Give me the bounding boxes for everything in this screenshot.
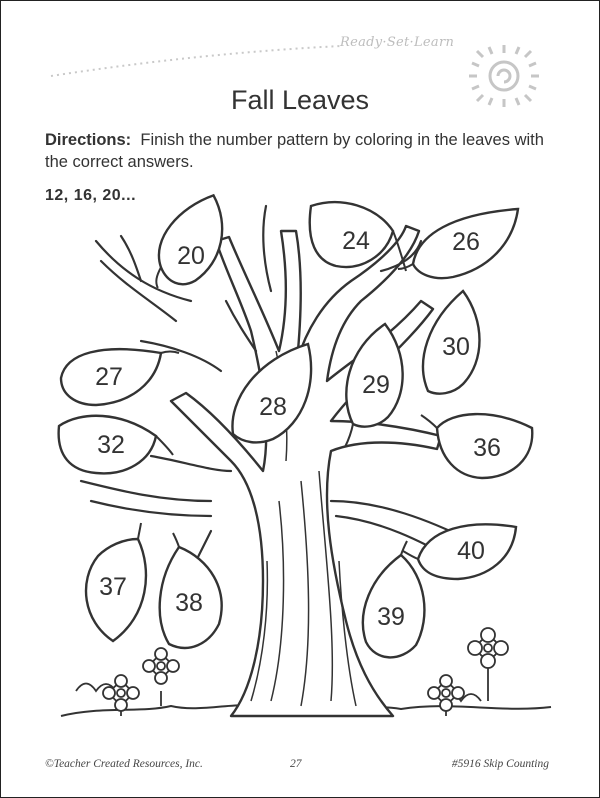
leaf-label: 38	[175, 589, 203, 617]
leaf-label: 40	[457, 537, 485, 565]
directions	[45, 129, 565, 173]
footer-page-number: 27	[290, 758, 302, 770]
leaf-label: 36	[473, 434, 501, 462]
leaf-label: 28	[259, 393, 287, 421]
brand-logo: Ready·Set·Learn	[340, 35, 455, 50]
footer-publisher: ©Teacher Created Resources, Inc.	[45, 758, 203, 770]
directions-text: Finish the number pattern by coloring in the leaves with the correct answers.	[45, 131, 544, 171]
leaf-label: 20	[177, 242, 205, 270]
flower-icon	[428, 675, 464, 716]
footer-book: #5916 Skip Counting	[451, 758, 549, 770]
directions-label: Directions:	[45, 131, 132, 149]
leaf-label: 32	[97, 431, 125, 459]
leaf-label: 24	[342, 227, 370, 255]
flower-icon	[143, 648, 179, 706]
tree-illustration	[1, 1, 600, 798]
leaf-label: 39	[377, 603, 405, 631]
leaf-label: 30	[442, 333, 470, 361]
number-pattern: 12, 16, 20...	[45, 187, 137, 204]
leaf-label: 27	[95, 363, 123, 391]
leaf-label: 37	[99, 573, 127, 601]
leaf-label: 26	[452, 228, 480, 256]
dotted-line	[51, 46, 341, 76]
leaf-label: 29	[362, 371, 390, 399]
flower-icon	[468, 628, 508, 701]
page-title: Fall Leaves	[230, 85, 370, 115]
